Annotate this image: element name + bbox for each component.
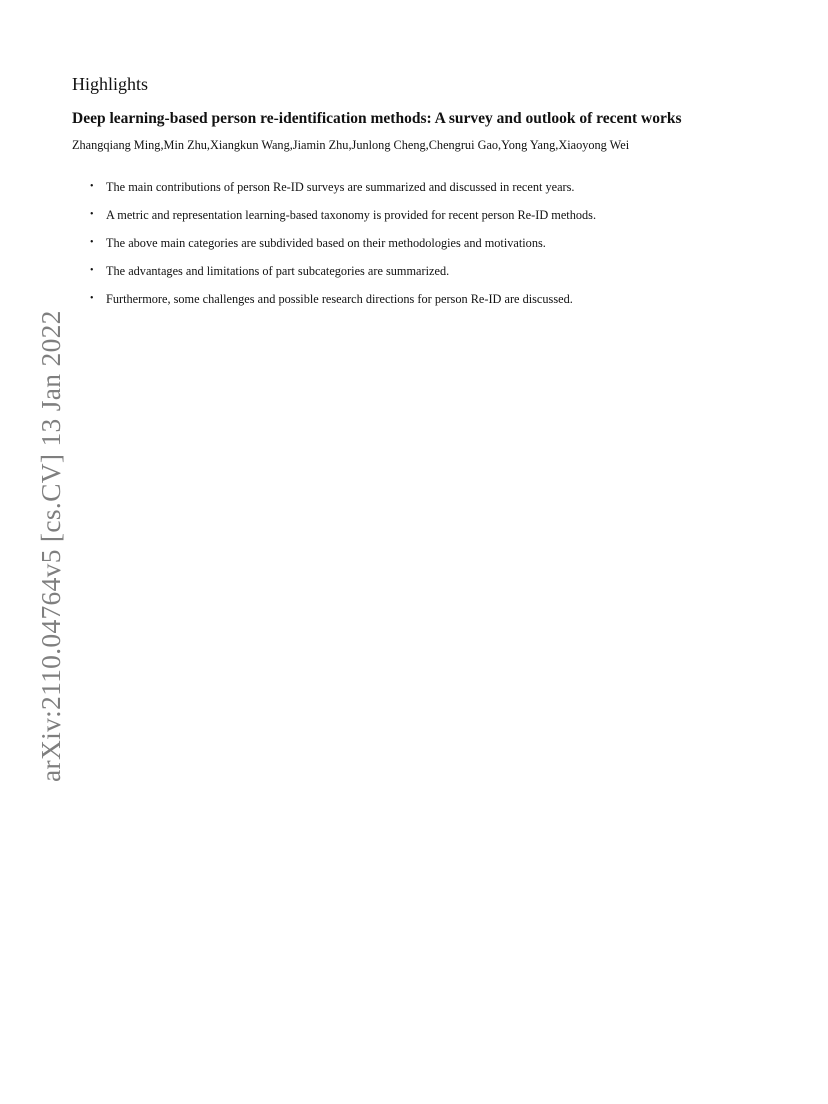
paper-title: Deep learning-based person re-identification methods: A survey and outlook of recent works [72,110,682,127]
author-list: Zhangqiang Ming,Min Zhu,Xiangkun Wang,Jiamin Zhu,Junlong Cheng,Chengrui Gao,Yong Yang,Xiaoyong Wei [72,138,630,152]
highlight-item [90,291,596,319]
bullet-icon: • [90,209,94,220]
arxiv-identifier-stamp: arXiv:2110.04764v5 [cs.CV] 13 Jan 2022 [35,310,66,782]
highlight-item [90,235,596,263]
highlight-text: The main contributions of person Re-ID surveys are summarized and discussed in recent years. [106,180,575,194]
highlight-text: The advantages and limitations of part subcategories are summarized. [106,264,450,278]
highlight-text: The above main categories are subdivided based on their methodologies and motivations. [106,236,546,250]
highlight-item [90,179,596,207]
highlight-text: Furthermore, some challenges and possible research directions for person Re-ID are discussed. [106,292,573,306]
highlight-text: A metric and representation learning-based taxonomy is provided for recent person Re-ID methods. [106,208,597,222]
bullet-icon: • [90,265,94,276]
bullet-icon: • [90,293,94,304]
highlights-list [90,179,596,319]
bullet-icon: • [90,181,94,192]
bullet-icon: • [90,237,94,248]
highlight-item [90,263,596,291]
highlight-item [90,207,596,235]
section-heading: Highlights [72,74,149,94]
